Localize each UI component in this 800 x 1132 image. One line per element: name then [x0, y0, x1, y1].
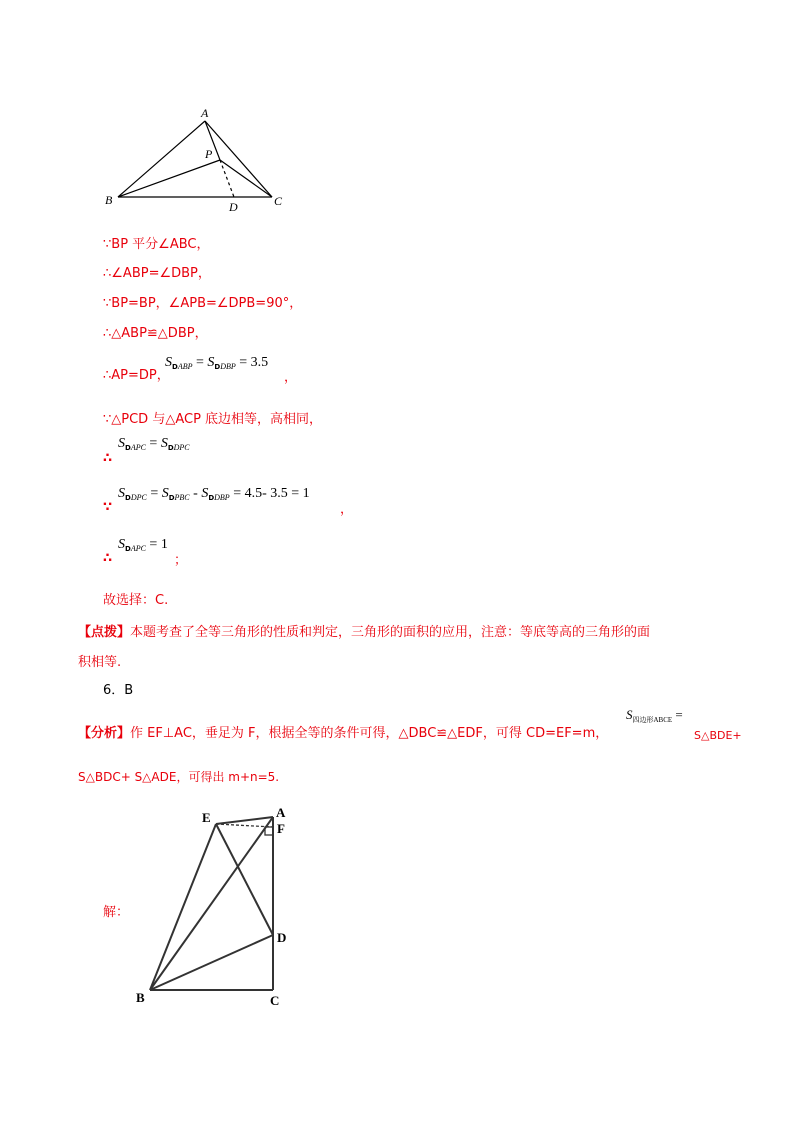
label-a: A — [201, 106, 209, 120]
label-b2: B — [136, 990, 145, 1005]
therefore-1: ∴ — [103, 451, 113, 466]
step-2: ∴∠ABP=∠DBP， — [103, 266, 211, 281]
analysis-text: 作 EF⊥AC，垂足为 F，根据全等的条件可得，△DBC≌△EDF，可得 CD=EF=m， — [130, 726, 609, 741]
step-1: ∵BP 平分∠ABC， — [103, 237, 210, 252]
step-6: ∵△PCD 与△ACP 底边相等，高相同， — [103, 412, 323, 427]
question-6-number: 6．B — [103, 683, 134, 698]
analysis-label: 【分析】 — [78, 726, 131, 741]
label-e: E — [202, 810, 211, 825]
eq4-tail: ； — [174, 553, 188, 568]
label-a2: A — [276, 805, 286, 820]
because-1: ∵ — [103, 500, 113, 515]
step-5: ∴AP=DP， — [103, 368, 170, 383]
triangle-figure-abp — [100, 100, 300, 215]
label-d: D — [229, 200, 238, 214]
conclusion: 故选择：C. — [103, 593, 169, 608]
s-bde: S△BDE+ — [694, 729, 742, 742]
tip-text-1: 本题考查了全等三角形的性质和判定，三角形的面积的应用，注意：等底等高的三角形的面 — [130, 625, 651, 640]
label-f: F — [277, 821, 285, 836]
solution-label: 解： — [103, 905, 130, 920]
analysis-line-2: S△BDC+ S△ADE，可得出 m+n=5. — [78, 770, 280, 784]
tip-label: 【点拨】 — [78, 625, 131, 640]
label-b: B — [105, 193, 113, 207]
tip-line-2: 积相等. — [78, 655, 122, 670]
label-p: P — [205, 147, 213, 161]
equation-apc-dpc: $S_{DAPC} = S_{DDPC}$ — [118, 436, 190, 452]
therefore-2: ∴ — [103, 551, 113, 566]
step-3: ∵BP=BP，∠APB=∠DPB=90°， — [103, 296, 303, 311]
equation-dpc: $S_{DDPC} = S_{DPBC} - S_{DDBP} = 4.5-$ 3.5 = 1 — [118, 486, 310, 502]
analysis-line-1 — [78, 726, 608, 742]
quadrilateral-figure-abce — [130, 805, 300, 1015]
eq1-tail: ， — [284, 370, 298, 385]
label-c: C — [274, 194, 283, 208]
equation-apc: $S_{DAPC} = 1$ — [118, 537, 168, 553]
equation-abp-dbp: $S_{DABP} = S_{DDBP} = 3.5$ — [165, 355, 269, 371]
quad-area-expression: $S_{四边形ABCE}$ = — [626, 707, 683, 724]
label-d2: D — [277, 930, 287, 945]
eq3-tail: ， — [340, 502, 354, 517]
label-c2: C — [270, 993, 280, 1008]
tip-line-1 — [78, 625, 650, 641]
step-4: ∴△ABP≌△DBP， — [103, 326, 208, 341]
